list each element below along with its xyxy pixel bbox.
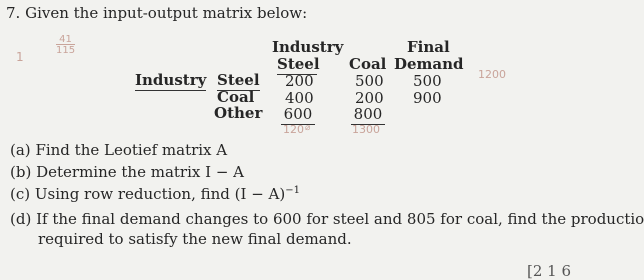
handwritten-steel-total: 120 [283, 123, 304, 136]
part-a [10, 141, 227, 159]
handwritten-denominator: 115 [56, 45, 76, 56]
question-header [6, 4, 307, 22]
part-c-superscript: −1 [285, 185, 300, 196]
col-header-steel: Steel [277, 55, 320, 73]
part-b [10, 163, 244, 181]
handwritten-scribble: ⌀ [305, 123, 311, 133]
marks-indicator: [2 1 6 [527, 262, 572, 280]
cell-coal-coal: 200 [355, 89, 384, 107]
cell-steel-steel: 200 [285, 72, 314, 90]
header-final: Final [407, 38, 450, 56]
cell-other-coal: 800 [351, 105, 385, 125]
cell-other-steel: 600 [281, 105, 315, 125]
part-d-continuation: required to satisfy the new final demand. [38, 230, 352, 248]
part-d [10, 210, 644, 228]
row-label-other: Other [214, 104, 263, 122]
part-c [10, 185, 300, 203]
part-a-text: Find the Leotief matrix A [35, 141, 228, 159]
cell-steel-demand: 500 [413, 72, 442, 90]
part-c-label: (c) [10, 185, 31, 203]
col-header-demand: Demand [394, 55, 464, 73]
part-c-text: Using row reduction, find (I − A) [34, 185, 286, 203]
handwritten-right-total: 1200 [478, 68, 506, 81]
part-a-label: (a) [10, 141, 31, 159]
row-label-steel: Steel [217, 71, 260, 89]
handwritten-coal-total: 1300 [352, 123, 380, 136]
cell-coal-steel: 400 [285, 89, 314, 107]
col-header-coal: Coal [349, 55, 387, 73]
cell-steel-coal: 500 [355, 72, 384, 90]
handwritten-numerator: 41 [59, 34, 72, 45]
header-industry: Industry [272, 38, 344, 56]
handwritten-left-mark: 1 [16, 50, 24, 64]
part-d-label: (d) [10, 210, 32, 228]
row-group-industry: Industry [135, 71, 207, 89]
part-b-text: Determine the matrix I − A [36, 163, 244, 181]
handwritten-fraction [56, 34, 75, 56]
part-b-label: (b) [10, 163, 32, 181]
cell-coal-demand: 900 [413, 89, 442, 107]
question-prompt: Given the input-output matrix below: [25, 4, 308, 22]
part-d-text: If the final demand changes to 600 for steel and 805 for coal, find the productio [36, 210, 644, 228]
row-label-coal: Coal [217, 88, 255, 106]
question-number: 7. [6, 4, 21, 22]
